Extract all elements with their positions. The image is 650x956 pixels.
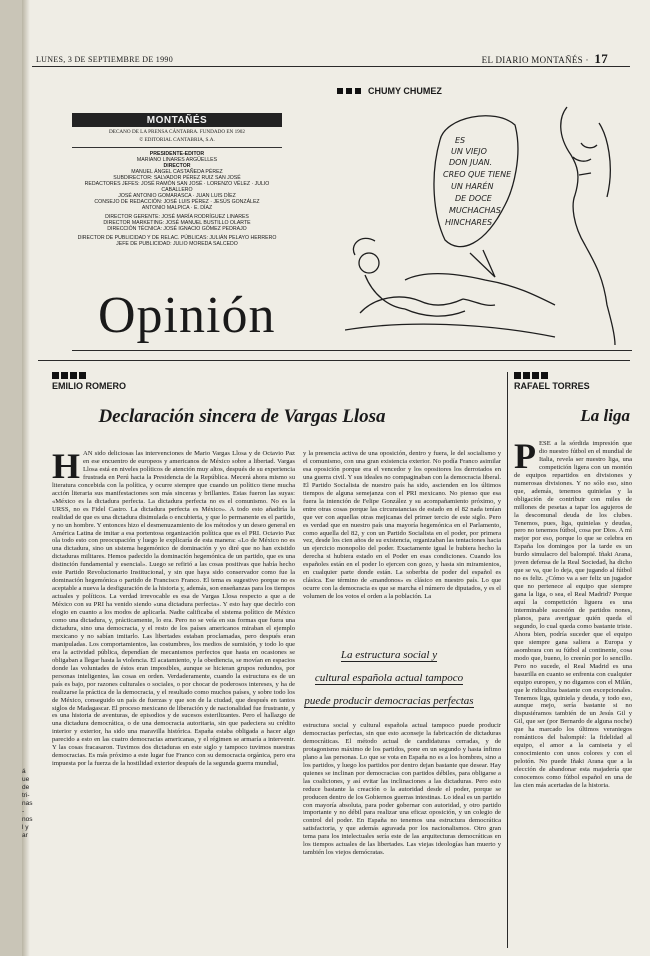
article-body-text: estructura social y cultural española actual tampoco puede producir democracias perfectas, sin que esto aconseje la fabricación de dictaduras democráticas. El método actual de candidaturas cerradas, y de protagonismo máximo de los partidos, pone en un segundo y hasta ínfimo plano a las personas. Lo que se vota en España no es a los hombres, sino a los partidos, y luego los partidos por dentro dejan bastante que desear. Hay quienes se inclinan por democracias con partidos débiles, para obligarse a las coaliciones, y así evitar las inclinaciones a las dictaduras. Pero esto reduce bastante la creación o la autoridad desde el poder, porque se producen dentro de los Gobiernos guerras intestinas. Lo ideal es un partido con mayoría absoluta, para poder gobernar con autoridad, y otro partido importante y no débil para realizar una eficaz oposición, y un colegio de control del poder. En España no tenemos una estructura democrática satisfactoria, y que además agravada por los nacionalismos. Otro gran tema para los intelectuales sería este de las arquitecturas democráticas en los tiempos actuales de las libertades. Las viejas ideologías han muerto y también los viejos demócratas. bbox=[303, 722, 501, 857]
masthead-staff-line: JOSÉ ANTONIO GOMARASCA · JUAN LUIS DÍEZ bbox=[118, 193, 236, 199]
masthead-staff-line: REDACTORES JEFES: JOSÉ RAMÓN SAN JOSÉ · LORENZO VÉLEZ · JULIO CABALLERO bbox=[84, 181, 270, 193]
balloon-line: MUCHACHAS bbox=[449, 206, 501, 215]
balloon-line: DON JUAN. bbox=[449, 158, 493, 167]
section-marker bbox=[541, 372, 548, 379]
cartoon-label: CHUMY CHUMEZ bbox=[368, 86, 442, 96]
reclining-woman bbox=[405, 274, 555, 305]
masthead-publisher-line: © EDITORIAL CANTABRIA, S.A. bbox=[139, 137, 215, 143]
masthead-publisher bbox=[72, 129, 282, 143]
masthead-staff-line: DIRECCIÓN TÉCNICA: JOSÉ IGNACIO GÓMEZ PEDRAJO bbox=[107, 226, 247, 232]
article-column bbox=[303, 450, 501, 634]
drop-cap: H bbox=[52, 450, 81, 486]
article-body-text: y la presencia activa de una oposición, dentro y fuera, le del socialismo y el comunismo, con una gran existencia exterior. No podía Franco asimilar esa oposición porque era el vencedor y los opositores los derrotados en una guerra civil. Y sus ideales no compaginaban con la democracia liberal. El Partido Socialista de nuestro país ha sido, ascienden en los últimos tiempos de alguna semejanza con el PRI mexicano. No pienso que esa fuera la intención de Felipe González y su acompañamiento próximo, y entre otras cosas porque las circunstancias de estado en el 82 nada tenían que ver con aquellas otras mejicanas del primer tercio de este siglo. Pero es verdad que en nuestro país una mayoría hegemónica en el Parlamento, como aquella del 82, y con un Partido Socialista en el poder, por primera vez, desde los cien años de su existencia, organizaban las tentaciones hacia un ejercicio monopolio del poder. Exactamente igual le hubiera hecho la derecha si hubiera estado en el Poder en esas condiciones. Cuando los españoles están en el poder lo ejercen con gozo, y hasta sin miramientos, en cualquier parte donde están. La soberbia de poder del español es clásica. Ese término de «mandonos» es clásico en nuestro país. Lo que ocurre con la democracia es que se marcha el número de diputados, y es el volumen de los votos el orden a la población. La bbox=[303, 450, 501, 601]
section-marker bbox=[514, 372, 521, 379]
section-marker bbox=[346, 88, 352, 94]
author-name: RAFAEL TORRES bbox=[514, 381, 590, 391]
drop-cap: P bbox=[514, 440, 536, 476]
masthead-staff-line: ANTONIO MALPICA · E. DÍAZ bbox=[141, 205, 213, 211]
article-headline: Declaración sincera de Vargas Llosa bbox=[98, 406, 386, 427]
masthead-publisher-line: DECANO DE LA PRENSA CÁNTABRA. FUNDADO EN 1902 bbox=[109, 129, 245, 135]
section-rule bbox=[38, 360, 630, 361]
masthead-staff-line: PRESIDENTE-EDITOR bbox=[149, 151, 205, 157]
masthead-staff-line: JEFE DE PUBLICIDAD: JULIO MOREDA SALCEDO bbox=[116, 241, 238, 247]
section-marker bbox=[523, 372, 530, 379]
balloon-line: UN VIEJO bbox=[451, 147, 487, 156]
section-marker bbox=[79, 372, 86, 379]
masthead-staff-line: MARIANO LINARES ARGÜELLES bbox=[136, 157, 218, 163]
page-number: 17 bbox=[594, 51, 608, 66]
section-marker bbox=[52, 372, 59, 379]
section-marker bbox=[532, 372, 539, 379]
masthead-staff-line: DIRECTOR bbox=[163, 163, 191, 169]
header-paper-name: EL DIARIO MONTAÑÉS · 17 bbox=[481, 51, 608, 66]
article-column bbox=[52, 450, 295, 950]
header-date: LUNES, 3 DE SEPTIEMBRE DE 1990 bbox=[36, 55, 173, 64]
section-marker bbox=[355, 88, 361, 94]
section-title: Opinión bbox=[98, 287, 276, 344]
section-marker bbox=[70, 372, 77, 379]
cartoon-bottom-rule bbox=[72, 350, 632, 351]
masthead-staff-line: CONSEJO DE REDACCIÓN: JOSÉ LUIS PÉREZ · JESÚS GONZÁLEZ bbox=[94, 199, 260, 205]
article-body-text: AN sido deliciosas las intervenciones de Mario Vargas Llosa y de Octavio Paz en ese encuentro de europeos y americanos de México sobre a libertad. Vargas Llosa está en niveles políticos de atención muy altos, después de su experiencia frustrada en Perú hacia la Presidencia de la República. Mecerá ahora mismo su literatura concebida con la política, y ocurre siempre que cuando un político tiene mucha acción literaria sus manifestaciones son más sinceras y brillantes. Estas fueron las suyas: «México es la dictadura perfecta. La dictadura perfecta no es el comunismo. No es la URSS, no es Fidel Castro. La dictadura perfecta es México». A todo esto añadiría la realidad de que es una dictadura disimulada o encubierta, y que lo permanente es el partido, y no un hombre. Y entonces hizo el desmenuzamiento de los métodos y un deseo general en América Latina de imitar a esa portentosa organización política que es el PRI. Octavio Paz ola todo esto con preocupación y luego le explicaría de esta manera: «Lo de México no es una dictadura, sino un sistema hegemónico de dominación y yo diré que no han existido dictaduras militares. Hemos padecido la dominación hegemónica de un partido, que es una distinción fundamental y esencial». Luego se refirió a las cosas positivas que había hecho este Partido Revolucionario Institucional, y sin que haya sido conservador como fue la dominación hegemónica o partido de Francisco Franco. El tema es sugestivo porque no es aceptable a nueva la desfiguración de la historia y, además, son enseñanzas para los tiempos actuales y políticos. La verdad irrevocable es esa de Vargas Llosa respecto a que a de México con su PRI ha venido siendo «una dictadura perfecta». Y esto hay que decirlo con elogio en cuanto a los modos de aplicarla. Nadie calificaba el sistema político de México como una dictadura, y, prácticamente, lo era. Pero no se veía en sus formas que fuera una dictadura, sino una democracia, y el resto de los países americanos miraban el ejemplo mexicano y no sabían imitarlo. Las libertades estaban proclamadas, pero después eran manipuladas. Los comportamientos, las costumbres, los medios de sumisión, y todo lo que era la actividad pública, dependían de mecanismos perfectos que hasta en ocasiones se obligaban a llegar hasta la violencia. El acatamiento, y la obediencia, se movían en espacios donde las voluntades de éstos eran imposibles, aunque se hicieran grupos redundos, por personas inteligentes, las cosas en orden. Verdaderamente, cuando la estructura es de un país es bajo, por razones culturales o sociales, o por chocar de poderosos intereses, y ha de realizarse la práctica de la democracia, y el resultado como muchos países, y sobre todo los de México, conseguido un país de fuerzas y que son de la ciudad, que después en tantos siglos de Madagascar. El proceso mexicano de liberación y de nacionalidad fue frustrante, y es una historia de aventuras, de episodios y de sucesos esterilizantes. Pero el hallazgo de una dictadura democrática, o de una democracia autoritaria, sin que padeciera su crédito interior y exterior, ha sido una maravilla histórica. España estaba obligada a hacer algo parecido a esto en las cuatro democracias americanas, y el régimen se armaría a intervenir. Y las cosas fracasaron. Tuvimos dos dictaduras en este siglo y tampoco tuvimos nuestras democracias. Es más próximo a este lugar fue Franco con su democracia orgánica, pero era impuesta por la fuerza de la hostilidad exterior después de la segunda guerra mundial, bbox=[52, 450, 295, 768]
masthead-divider bbox=[72, 147, 282, 148]
cartoon-illustration bbox=[345, 105, 631, 345]
pull-quote-line: La estructura social y bbox=[340, 649, 438, 661]
section-marker bbox=[61, 372, 68, 379]
column-rule bbox=[507, 372, 508, 948]
paper-name: EL DIARIO MONTAÑÉS bbox=[481, 55, 583, 65]
pull-quote bbox=[300, 644, 478, 713]
adjacent-page-edge-text: á ue de tri- nas - nos l y ar bbox=[22, 768, 33, 839]
masthead-staff-line: MANUEL ÁNGEL CASTAÑEDA PÉREZ bbox=[131, 169, 223, 175]
article-column bbox=[514, 440, 632, 948]
balloon-line: CREO QUE TIENE bbox=[443, 170, 512, 179]
masthead-staff-line: DIRECTOR GERENTE: JOSÉ MARÍA RODRÍGUEZ LINARES bbox=[105, 214, 249, 220]
section-marker bbox=[337, 88, 343, 94]
masthead-box bbox=[72, 113, 282, 247]
article-column bbox=[303, 722, 501, 948]
article-body-text: ESE a la sórdida impresión que dio nuestro fútbol en el mundial de Italia, revela ser nuestro liga, una competición ligera con un montón de equipos repartidos en divisiones y numerosas divisiones. Y no sólo eso, sino que, además, tenemos quinielas y la obligación de contribuir con miles de millones de pesetas a tapar los agujeros de la descomunal deuda de los clubes. Tenemos, pues, liga, quinielas y deudas, pero no tenemos fútbol, cosa por Dios. A mí mejor por eso, porque lo que se celebra en España los domingos por la tarde es un burdo simulacro del balompié. Iñaki Arana, joven defensa de la Real Sociedad, ha dicho que se va, que lo deja, que jugando al fútbol no es feliz. ¿Cómo va a ser feliz un jugador que no pertenece al equipo que siempre gana la liga, o sea, el Real Madrid? Porque aquí la competición liguera es una interminable sucesión de partidos nones, planos, para averiguar quién queda el segundo, lo cual queda como bastante triste. Ahora bien, podría suceder que el equipo que siempre gana saliera a Europa y asombrara con su fútbol al continente, cosa modo que, bueno, lo creerán por lo sencillo. Pero no sucede, el Real Madrid es una basurilla en cuanto se enfrenta con cualquier equipo europeo, y no digamos con el Milán, que le ridiculiza bastante con excepcionales. Tenemos liga, quiniela y deuda, y todo eso, aunque mejo, sería bastante si no dispusiéramos también de un Jesús Gil y Gil, que ser (por Bernardo de alguna noche) que ha marcado los últimos veraniegos románticos del balompié: la fidelidad al equipo, el amor a la camiseta y el conocimiento con unos colores y con el pelotón. No puede Iñaki Arana que a la elección de abandonar esta majadería que conocemos como fútbol español en una de las cien más acertadas de la historia. bbox=[514, 440, 632, 789]
masthead-staff-list bbox=[72, 151, 282, 247]
pull-quote-line: cultural española actual tampoco bbox=[314, 672, 464, 684]
balloon-line: HINCHARES. bbox=[445, 218, 495, 227]
masthead-staff-line: DIRECTOR MARKETING: JOSÉ MANUEL BUSTILLO OLARTE bbox=[103, 220, 251, 226]
binding-gutter bbox=[0, 0, 22, 956]
author-name: EMILIO ROMERO bbox=[52, 381, 126, 391]
masthead-title: MONTAÑÉS bbox=[72, 113, 282, 127]
header-rule bbox=[32, 66, 630, 67]
pull-quote-line: puede producir democracias perfectas bbox=[304, 695, 474, 707]
balloon-line: UN HARÉN bbox=[451, 182, 494, 191]
masthead-staff-line: SUBDIRECTOR: SALVADOR PÉREZ RUIZ SAN JOSÉ bbox=[113, 175, 241, 181]
balloon-line: DE DOCE bbox=[455, 194, 492, 203]
article-headline: La liga bbox=[580, 406, 630, 425]
masthead-staff-line: DIRECTOR DE PUBLICIDAD Y DE RELAC. PÚBLICAS: JULIÁN PELAYO HERRERO bbox=[77, 235, 277, 241]
balloon-line: ES bbox=[455, 136, 466, 145]
